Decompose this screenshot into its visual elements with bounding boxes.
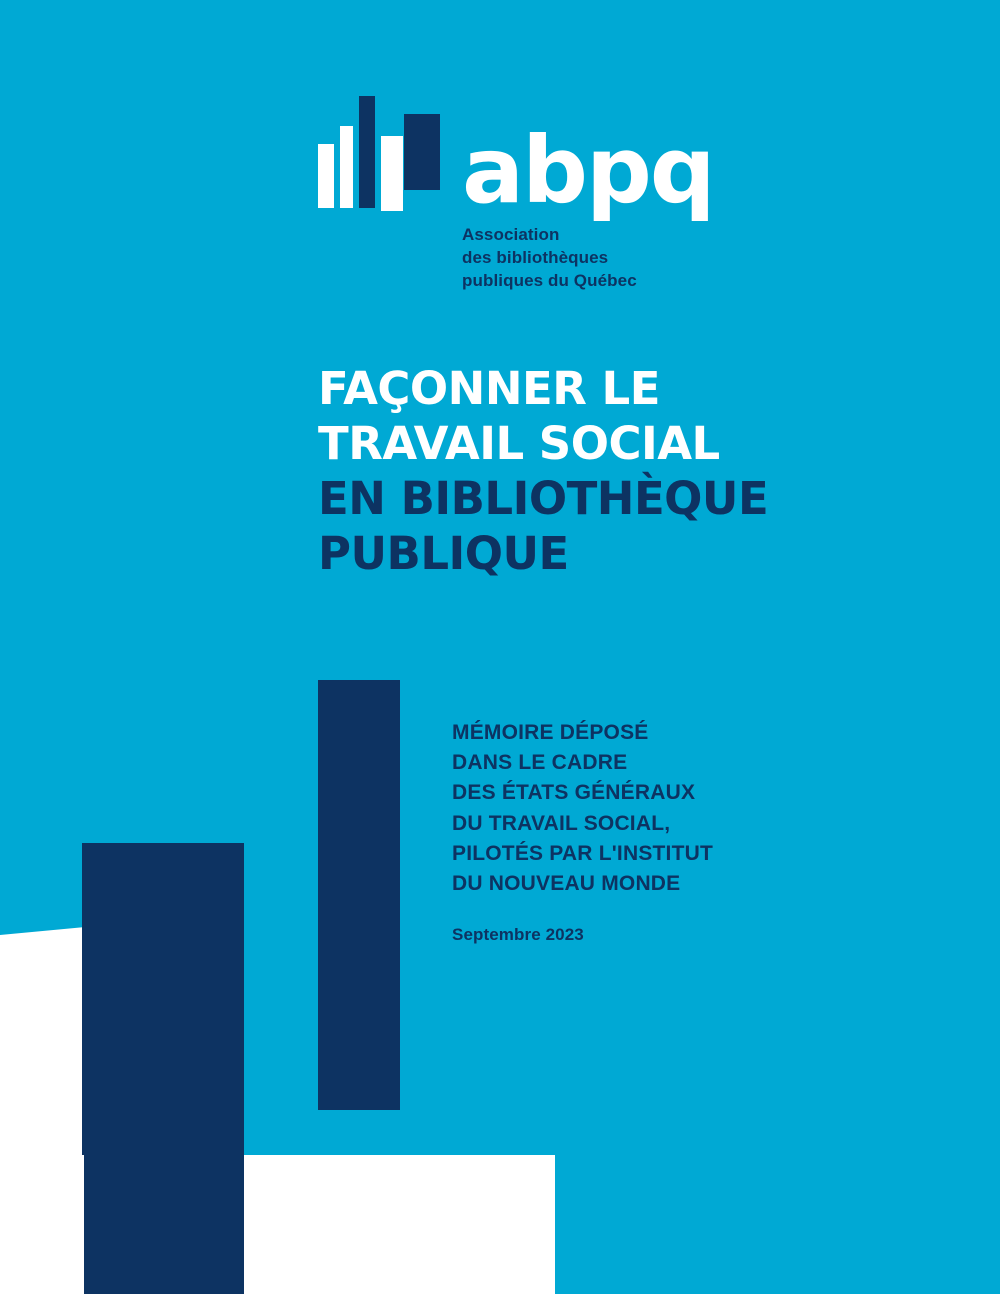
decorative-navy-left-foot <box>84 1155 244 1294</box>
logo-bar-4 <box>381 136 403 211</box>
organization-line-2: des bibliothèques <box>462 247 609 267</box>
meta-line-6: DU NOUVEAU MONDE <box>452 872 681 896</box>
decorative-navy-center-bar <box>318 680 400 1110</box>
meta-line-5: PILOTÉS PAR L'INSTITUT <box>452 841 714 865</box>
meta-line-3: DES ÉTATS GÉNÉRAUX <box>452 781 696 805</box>
logo-bar-2 <box>340 126 353 208</box>
organization-line-1: Association <box>462 225 560 244</box>
logo-bar-1 <box>318 144 334 208</box>
logo-row <box>318 96 718 224</box>
meta-line-1: MÉMOIRE DÉPOSÉ <box>452 721 649 744</box>
title-line-1: FAÇONNER LE <box>318 362 660 415</box>
page-title <box>318 362 938 582</box>
books-logo-icon <box>318 96 440 208</box>
logo-bar-5 <box>404 114 440 190</box>
organization-name <box>462 224 718 293</box>
logo-bar-3 <box>359 96 375 208</box>
title-line-2: TRAVAIL SOCIAL <box>318 416 720 470</box>
publication-date: Septembre 2023 <box>452 925 584 945</box>
organization-line-3: publiques du Québec <box>462 270 637 290</box>
meta-line-2: DANS LE CADRE <box>452 751 628 775</box>
decorative-white-step <box>244 1175 544 1294</box>
abpq-logo <box>318 96 718 293</box>
meta-line-4: DU TRAVAIL SOCIAL, <box>452 811 671 835</box>
title-line-3: EN BIBLIOTHÈQUE <box>318 471 769 525</box>
document-meta <box>452 718 852 945</box>
title-line-4: PUBLIQUE <box>318 526 569 580</box>
decorative-white-left-lower <box>0 1155 84 1294</box>
logo-wordmark: abpq <box>462 116 714 224</box>
